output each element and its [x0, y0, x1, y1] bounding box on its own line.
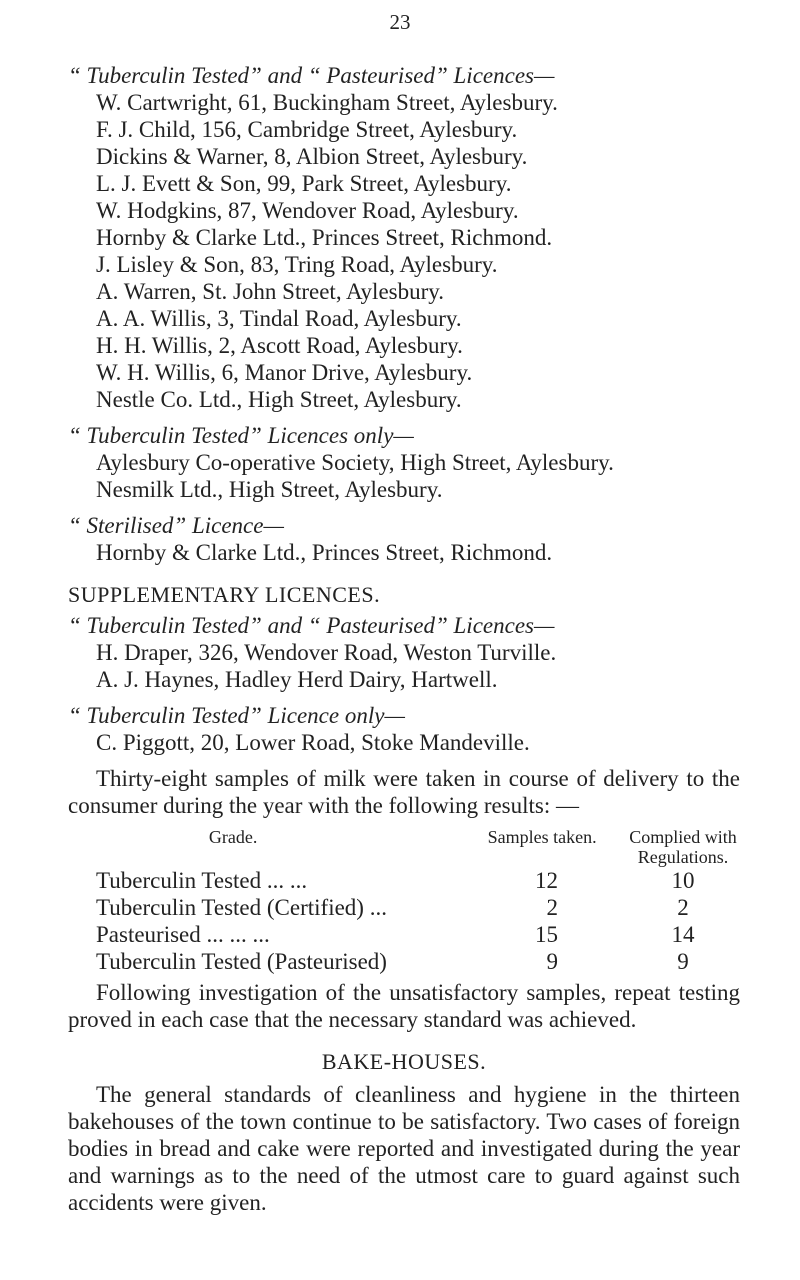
list-item: Hornby & Clarke Ltd., Princes Street, Richmond.	[96, 540, 553, 565]
list-item: F. J. Child, 156, Cambridge Street, Aylesbury.	[96, 117, 518, 142]
list-item: Dickins & Warner, 8, Albion Street, Aylesbury.	[96, 144, 528, 169]
list-item: A. Warren, St. John Street, Aylesbury.	[96, 279, 445, 304]
list-item: W. Hodgkins, 87, Wendover Road, Aylesbury.	[96, 198, 519, 223]
licence-list-tt-only	[96, 449, 740, 503]
list-item: Nesmilk Ltd., High Street, Aylesbury.	[96, 477, 443, 502]
section-heading-supp-tt-pasteurised: “ Tuberculin Tested” and “ Pasteurised” Licences—	[68, 613, 555, 638]
list-item: L. J. Evett & Son, 99, Park Street, Aylesbury.	[96, 171, 512, 196]
cell-grade: Tuberculin Tested ... ...	[96, 868, 308, 893]
cell-taken: 15	[534, 922, 558, 947]
list-item: Nestle Co. Ltd., High Street, Aylesbury.	[96, 387, 462, 412]
list-item: H. H. Willis, 2, Ascott Road, Aylesbury.	[96, 333, 463, 358]
table-row	[68, 894, 740, 921]
cell-complied: 14	[671, 922, 695, 947]
header-samples-taken: Samples taken.	[487, 827, 597, 847]
section-heading-tt-pasteurised: “ Tuberculin Tested” and “ Pasteurised” Licences—	[68, 63, 555, 88]
licence-list-supp-tt-pasteurised	[96, 639, 740, 693]
document-body	[68, 62, 740, 1216]
list-item: C. Piggott, 20, Lower Road, Stoke Mandeville.	[96, 730, 530, 755]
supplementary-title: SUPPLEMENTARY LICENCES.	[68, 582, 381, 607]
list-item: Hornby & Clarke Ltd., Princes Street, Richmond.	[96, 225, 553, 250]
licence-list-tt-pasteurised	[96, 89, 740, 413]
table-header-row	[68, 827, 740, 867]
list-item: A. J. Haynes, Hadley Herd Dairy, Hartwell.	[96, 667, 498, 692]
section-heading-sterilised: “ Sterilised” Licence—	[68, 513, 284, 538]
section-heading-tt-only: “ Tuberculin Tested” Licences only—	[68, 423, 414, 448]
licence-list-supp-tt-only	[96, 729, 740, 756]
header-complied: Complied with Regulations.	[629, 827, 737, 867]
list-item: W. Cartwright, 61, Buckingham Street, Aylesbury.	[96, 90, 558, 115]
section-heading-supp-tt-only: “ Tuberculin Tested” Licence only—	[68, 703, 405, 728]
list-item: Aylesbury Co-operative Society, High Street, Aylesbury.	[96, 450, 614, 475]
cell-complied: 10	[671, 868, 695, 893]
list-item: A. A. Willis, 3, Tindal Road, Aylesbury.	[96, 306, 462, 331]
bakehouses-paragraph: The general standards of cleanliness and hygiene in the thirteen bakehouses of the town continue to be satisfactory. Two cases of foreign bodies in bread and cake were reported and investigated during the year and warnings as to the need of the utmost care to guard against such accidents were given.	[68, 1082, 740, 1215]
list-item: J. Lisley & Son, 83, Tring Road, Aylesbury.	[96, 252, 498, 277]
licence-list-sterilised	[96, 539, 740, 566]
cell-complied: 9	[677, 949, 689, 974]
cell-grade: Tuberculin Tested (Certified) ...	[96, 895, 387, 920]
milk-samples-table	[68, 827, 740, 975]
cell-taken: 12	[534, 868, 558, 893]
header-grade: Grade.	[208, 827, 258, 847]
cell-taken: 9	[546, 949, 558, 974]
table-row	[68, 948, 740, 975]
cell-grade: Pasteurised ... ... ...	[96, 922, 270, 947]
cell-complied: 2	[677, 895, 689, 920]
bakehouses-title: BAKE-HOUSES.	[321, 1049, 487, 1074]
table-row	[68, 867, 740, 894]
samples-intro-paragraph: Thirty-eight samples of milk were taken in course of delivery to the consumer during the year with the following results: —	[68, 766, 740, 818]
list-item: H. Draper, 326, Wendover Road, Weston Turville.	[96, 640, 557, 665]
list-item: W. H. Willis, 6, Manor Drive, Aylesbury.	[96, 360, 473, 385]
cell-taken: 2	[546, 895, 558, 920]
table-row	[68, 921, 740, 948]
cell-grade: Tuberculin Tested (Pasteurised)	[96, 949, 387, 974]
followup-paragraph: Following investigation of the unsatisfactory samples, repeat testing proved in each case that the necessary standard was achieved.	[68, 980, 740, 1032]
page-number: 23	[389, 10, 411, 34]
